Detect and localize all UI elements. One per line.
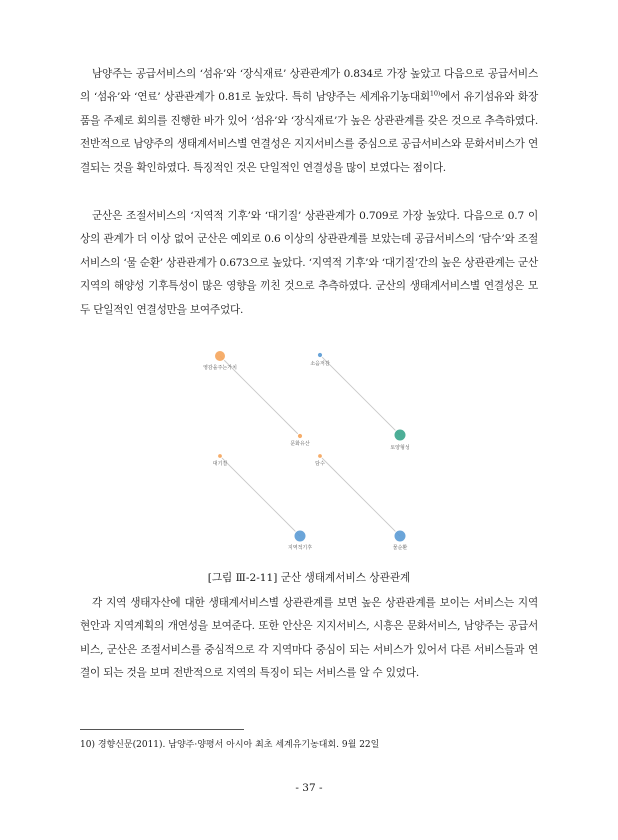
paragraph-summary: 각 지역 생태자산에 대한 생태계서비스별 상관관계를 보면 높은 상관관계를 보이는 서비스는 지역 현안과 지역계획의 개연성을 보여준다. 또한 안산은 지지서비스, 시흥은 문화서비스, 남양주는 공급서비스, 군산은 조절서비스를 중심적으로 각 지역마다 중심이 되는 서비스가 있어서 다른 서비스들과 연결이 되는 것을 보며 전반적으로 지역의 특징이 되는 서비스를 알 수 있었다. <box>80 597 538 680</box>
node-regional-climate-label: 지역적기후 <box>287 545 313 551</box>
edge-freshwater-watercycle <box>320 456 400 536</box>
page-number: - 37 - <box>295 782 323 794</box>
node-inspiration-label: 영감을주는가치 <box>203 365 237 371</box>
edge-noise-soil <box>320 355 400 435</box>
node-air-quality-marker <box>218 454 223 459</box>
node-soil-formation-label: 토양형성 <box>390 445 410 451</box>
figure-caption: [그림 Ⅲ-2-11] 군산 생태계서비스 상관관계 <box>207 572 411 584</box>
node-noise-reduction-marker <box>317 352 322 357</box>
node-inspiration-marker <box>215 351 226 362</box>
node-regional-climate-marker <box>294 530 306 542</box>
paragraph-gunsan: 군산은 조절서비스의 ‘지역적 기후’와 ‘대기질’ 상관관계가 0.709로 가장 높았다. 다음으로 0.7 이상의 관계가 더 이상 없어 군산은 예외로 0.6 이상의 상관관계를 보았는데 공급서비스의 ‘담수’와 조절서비스의 ‘물 순환’ 상관관계가 0.673으로 높았다. ‘지역적 기후’와 ‘대기질’간의 높은 상관관계는 군산지역의 해양성 기후특성이 많은 영향을 끼친 것으로 추측하였다. 군산의 생태계서비스별 연결성은 모두 단일적인 연결성만을 보여주었다. <box>80 210 538 316</box>
node-freshwater-label: 담수 <box>315 461 325 467</box>
node-cultural-heritage-marker <box>297 433 302 438</box>
node-inspiration[interactable] <box>203 351 237 372</box>
network-figure <box>190 343 430 553</box>
footnote-divider <box>80 729 244 730</box>
node-water-cycle-label: 물순환 <box>392 545 408 551</box>
node-regional-climate[interactable] <box>288 530 312 551</box>
edge-air-climate <box>220 456 300 536</box>
footnote: 10) 경향신문(2011). 남양주·양평서 아시아 최초 세계유기농대회. 9월 22일 <box>80 740 380 750</box>
node-air-quality-label: 대기질 <box>212 461 228 467</box>
node-water-cycle-marker <box>394 530 406 542</box>
node-cultural-heritage[interactable] <box>290 433 309 447</box>
node-water-cycle[interactable] <box>393 530 408 551</box>
node-freshwater[interactable] <box>315 454 325 467</box>
node-air-quality[interactable] <box>213 454 228 467</box>
node-cultural-heritage-label: 문화유산 <box>290 441 310 447</box>
paragraph-namyangju-part1: 남양주는 공급서비스의 ‘섬유’와 ‘장식재료’ 상관관계가 0.834로 가장 높았고 다음으로 공급서비스의 ‘섬유’와 ‘연료’ 상관관계가 0.81로 높았다. 특히 남양주는 세계유기농대회 <box>80 68 538 104</box>
paragraph-namyangju-part2: 에서 유기섬유와 화장품을 주제로 회의를 진행한 바가 있어 ‘섬유’와 ‘장식재료’가 높은 상관관계를 갖은 것으로 추측하였다. 전반적으로 남양주의 생태계서비스별 연결성은 지지서비스를 중심으로 공급서비스와 문화서비스가 연결되는 것을 확인하였다. 특징적인 것은 단일적인 연결성을 많이 보였다는 점이다. <box>80 91 538 174</box>
node-soil-formation-marker <box>394 429 406 441</box>
node-freshwater-marker <box>318 454 323 459</box>
node-soil-formation[interactable] <box>390 429 409 451</box>
footnote-reference[interactable]: 10) <box>429 89 441 98</box>
node-noise-reduction-label: 소음저감 <box>310 361 330 367</box>
node-noise-reduction[interactable] <box>310 352 329 367</box>
paragraph-namyangju <box>80 63 538 180</box>
